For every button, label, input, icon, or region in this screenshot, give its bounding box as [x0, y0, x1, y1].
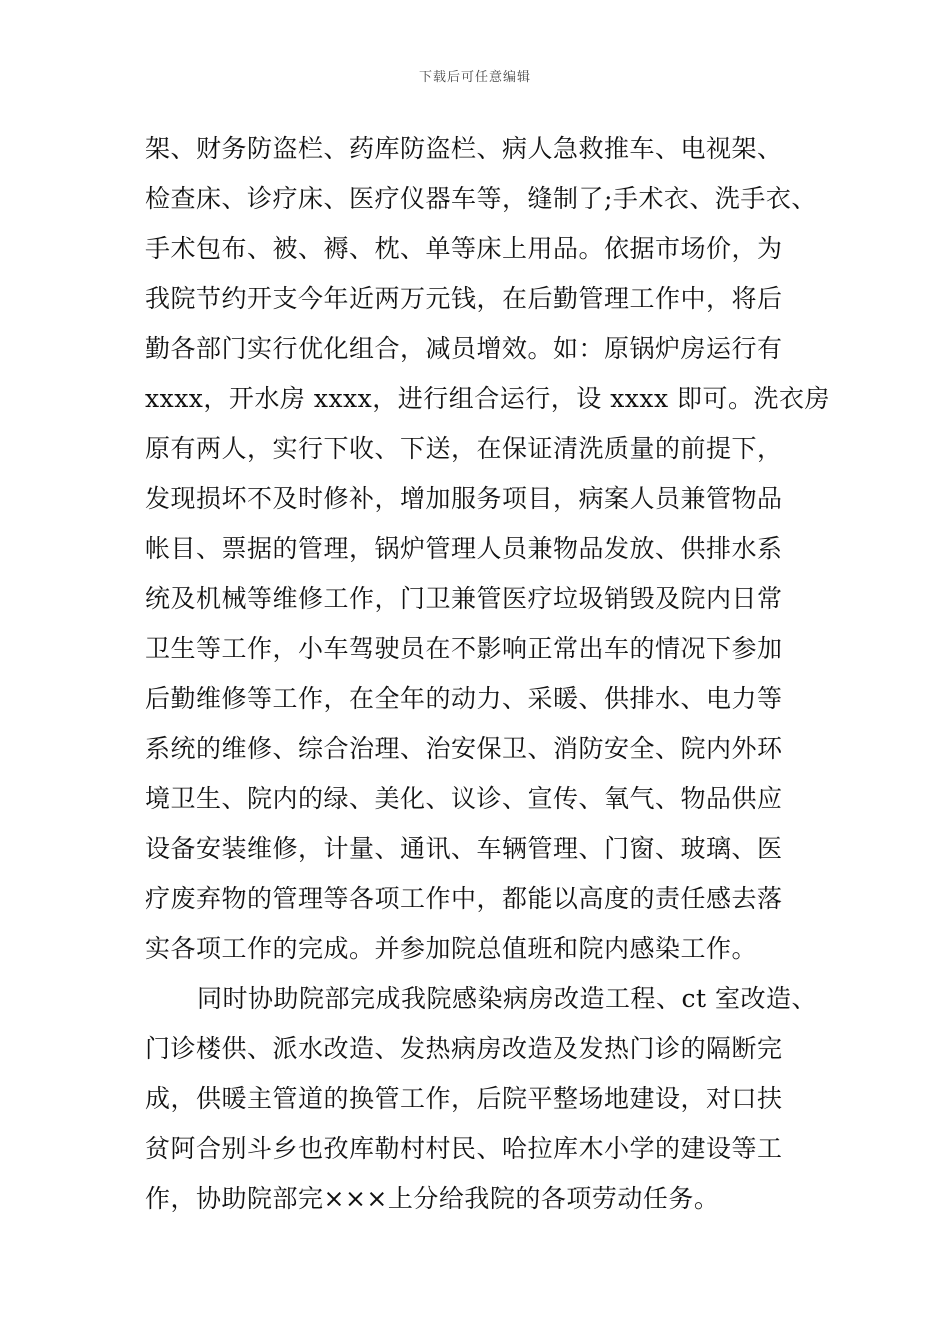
text-line: 贫阿合别斗乡也孜库勒村村民、哈拉库木小学的建设等工: [145, 1134, 783, 1163]
text-line: 发现损坏不及时修补，增加服务项目，病案人员兼管物品: [145, 484, 783, 513]
text-line: 卫生等工作，小车驾驶员在不影响正常出车的情况下参加: [145, 634, 783, 663]
paragraph-1: [145, 124, 835, 974]
text-line: 统及机械等维修工作，门卫兼管医疗垃圾销毁及院内日常: [145, 584, 783, 613]
document-body: [145, 124, 835, 1224]
text-line: 成，供暖主管道的换管工作，后院平整场地建设，对口扶: [145, 1084, 783, 1113]
text-line: 帐目、票据的管理，锅炉管理人员兼物品发放、供排水系: [145, 534, 783, 563]
text-line: 检查床、诊疗床、医疗仪器车等，缝制了;手术衣、洗手衣、: [145, 184, 817, 213]
text-line: 设备安装维修，计量、通讯、车辆管理、门窗、玻璃、医: [145, 834, 783, 863]
text-line: 同时协助院部完成我院感染病房改造工程、ct 室改造、: [197, 984, 817, 1013]
text-line: xxxx，开水房 xxxx，进行组合运行，设 xxxx 即可。洗衣房: [145, 384, 831, 413]
text-line: 架、财务防盗栏、药库防盗栏、病人急救推车、电视架、: [145, 134, 783, 163]
text-line: 勤各部门实行优化组合，减员增效。如：原锅炉房运行有: [145, 334, 783, 363]
text-line: 疗废弃物的管理等各项工作中，都能以高度的责任感去落: [145, 884, 783, 913]
text-line: 原有两人，实行下收、下送，在保证清洗质量的前提下，: [145, 434, 783, 463]
text-line: 系统的维修、综合治理、治安保卫、消防安全、院内外环: [145, 734, 783, 763]
text-line: 境卫生、院内的绿、美化、议诊、宣传、氧气、物品供应: [145, 784, 783, 813]
text-line: 手术包布、被、褥、枕、单等床上用品。依据市场价，为: [145, 234, 783, 263]
text-line: 后勤维修等工作，在全年的动力、采暖、供排水、电力等: [145, 684, 783, 713]
text-line: 我院节约开支今年近两万元钱，在后勤管理工作中，将后: [145, 284, 783, 313]
paragraph-2: [145, 974, 835, 1224]
page-header: 下载后可任意编辑: [418, 70, 531, 85]
text-line: 门诊楼供、派水改造、发热病房改造及发热门诊的隔断完: [145, 1034, 783, 1063]
text-line: 作，协助院部完×××上分给我院的各项劳动任务。: [145, 1184, 720, 1213]
text-line: 实各项工作的完成。并参加院总值班和院内感染工作。: [145, 934, 758, 963]
